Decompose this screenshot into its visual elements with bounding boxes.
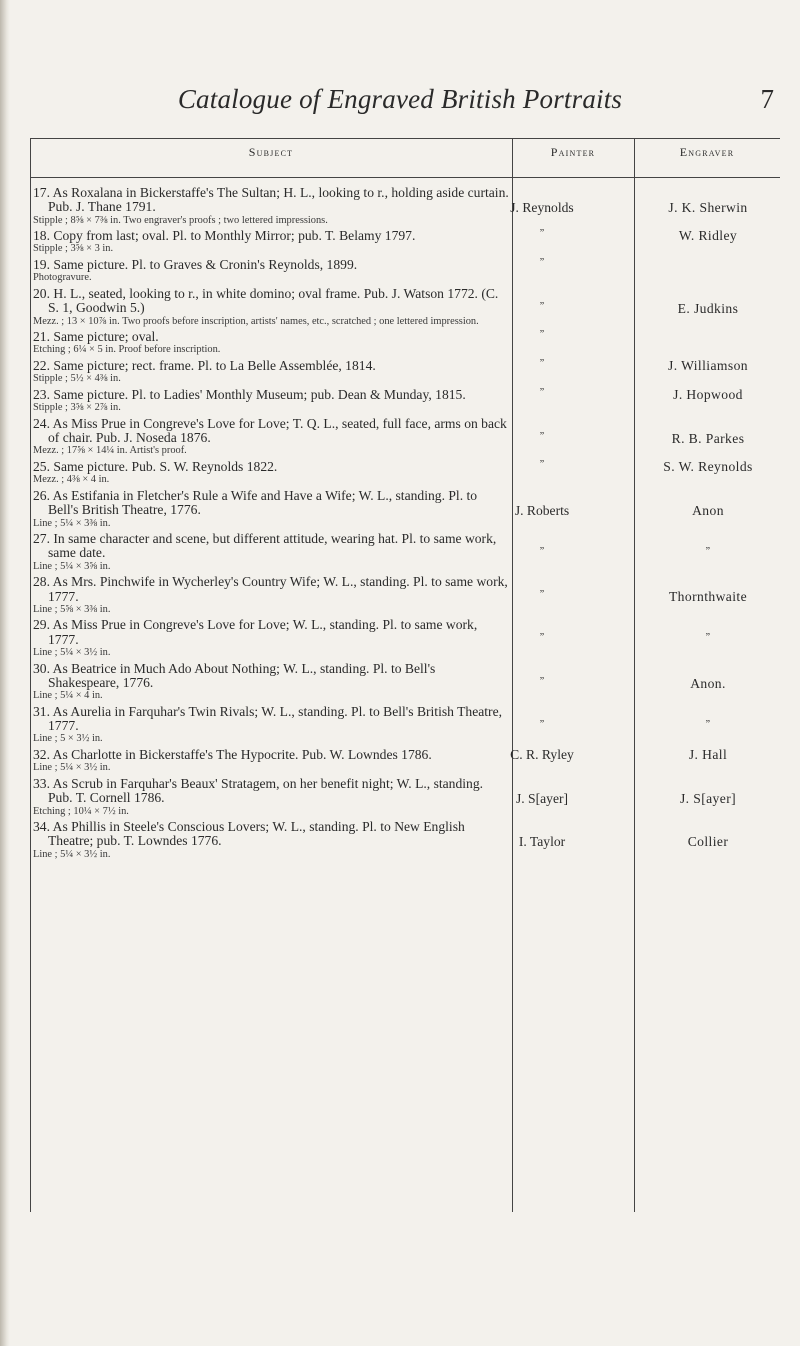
catalogue-entry: [33, 287, 510, 327]
painter-name: ”: [539, 676, 545, 687]
entry-description: 25. Same picture. Pub. S. W. Reynolds 1822.: [33, 459, 278, 475]
painter-name: ”: [539, 459, 545, 470]
catalogue-entry: [33, 229, 510, 255]
painter-name: ”: [539, 589, 545, 600]
catalogue-entry: [33, 532, 510, 572]
entry-medium-note: Stipple ; 5½ × 4⅜ in.: [33, 373, 121, 385]
engraver-name: ”: [705, 719, 711, 730]
catalogue-entry: [33, 388, 510, 414]
column-header-subject: Subject: [248, 145, 294, 159]
engraver-name: Anon: [692, 503, 724, 518]
entry-description: 19. Same picture. Pl. to Graves & Cronin's Reynolds, 1899.: [33, 257, 358, 273]
entry-description: 23. Same picture. Pl. to Ladies' Monthly Museum; pub. Dean & Munday, 1815.: [33, 386, 466, 402]
engraver-name: ”: [705, 632, 711, 643]
painter-name: ”: [539, 228, 545, 239]
subject-column: [33, 186, 510, 863]
catalogue-entry: [33, 359, 510, 385]
painter-name: ”: [539, 301, 545, 312]
engraver-name: ”: [705, 546, 711, 557]
catalogue-entry: [33, 258, 510, 284]
column-rule-painter-engraver: [634, 138, 635, 1212]
entry-medium-note: Stipple ; 3⅝ × 3 in.: [33, 243, 114, 255]
engraver-name: Anon.: [690, 676, 726, 691]
painter-name: ”: [539, 719, 545, 730]
column-header-engraver: Engraver: [679, 145, 735, 159]
entry-description: 22. Same picture; rect. frame. Pl. to La Belle Assemblée, 1814.: [33, 358, 376, 374]
entry-description: 17. As Roxalana in Bickerstaffe's The Sultan; H. L., looking to r., holding aside curtain. Pub. J. Thane 1791.: [33, 185, 509, 215]
engraver-name: W. Ridley: [678, 228, 738, 243]
entry-medium-note: Etching ; 6¼ × 5 in. Proof before inscription.: [33, 344, 221, 356]
column-rule-left: [30, 138, 31, 1212]
painter-name: J. Roberts: [514, 503, 570, 518]
entry-medium-note: Stipple ; 3⅝ × 2⅞ in.: [33, 402, 121, 414]
page-title: Catalogue of Engraved British Portraits: [177, 84, 623, 114]
entry-medium-note: Line ; 5¼ × 3½ in.: [33, 647, 111, 659]
entry-description: 34. As Phillis in Steele's Conscious Lovers; W. L., standing. Pl. to New English Theatre; pub. T. Lowndes 1776.: [33, 819, 465, 849]
entry-description: 18. Copy from last; oval. Pl. to Monthly Mirror; pub. T. Belamy 1797.: [33, 228, 416, 244]
painter-name: J. Reynolds: [510, 200, 574, 215]
engraver-name: J. Hopwood: [673, 387, 743, 402]
engraver-name: J. Williamson: [668, 358, 748, 373]
painter-name: C. R. Ryley: [510, 747, 574, 762]
entry-description: 30. As Beatrice in Much Ado About Nothing; W. L., standing. Pl. to Bell's Shakespeare, 1776.: [33, 660, 436, 690]
engraver-name: Thornthwaite: [668, 589, 748, 604]
engraver-name: Collier: [687, 834, 729, 849]
entry-description: 32. As Charlotte in Bickerstaffe's The Hypocrite. Pub. W. Lowndes 1786.: [33, 747, 432, 763]
entry-medium-note: Mezz. ; 17⅝ × 14¼ in. Artist's proof.: [33, 445, 187, 457]
entry-medium-note: Line ; 5¼ × 3½ in.: [33, 848, 111, 860]
painter-name: ”: [539, 431, 545, 442]
entry-medium-note: Photogravure.: [33, 272, 92, 284]
entry-medium-note: Line ; 5¼ × 3½ in.: [33, 762, 111, 774]
catalogue-entry: [33, 330, 510, 356]
engraver-name: J. Hall: [688, 747, 728, 762]
engraver-name: J. S[ayer]: [679, 791, 737, 806]
painter-name: ”: [539, 546, 545, 557]
column-header-painter: Painter: [550, 145, 596, 159]
catalogue-entry: [33, 618, 510, 658]
binding-shadow: [0, 0, 10, 1346]
painter-name: ”: [539, 387, 545, 398]
running-head: [0, 84, 800, 124]
entry-medium-note: Line ; 5⅝ × 3⅜ in.: [33, 603, 111, 615]
entry-description: 28. As Mrs. Pinchwife in Wycherley's Country Wife; W. L., standing. Pl. to same work, 1777.: [33, 574, 508, 604]
engraver-name: R. B. Parkes: [671, 431, 745, 446]
catalogue-entry: [33, 417, 510, 457]
engraver-name: S. W. Reynolds: [663, 459, 753, 474]
entry-description: 33. As Scrub in Farquhar's Beaux' Stratagem, on her benefit night; W. L., standing. Pub. T. Cornell 1786.: [33, 775, 484, 806]
catalogue-entry: [33, 662, 510, 702]
painter-name: ”: [539, 257, 545, 268]
entry-medium-note: Mezz. ; 13 × 10⅞ in. Two proofs before inscription, artists' names, etc., scratched ; one lettered impression.: [33, 315, 479, 327]
entry-description: 24. As Miss Prue in Congreve's Love for Love; T. Q. L., seated, full face, arms on back of chair. Pub. J. Noseda 1876.: [33, 415, 507, 446]
column-rule-subject-painter: [512, 138, 513, 1212]
catalogue-entry: [33, 748, 510, 774]
entry-medium-note: Etching ; 10¼ × 7½ in.: [33, 805, 129, 817]
catalogue-entry: [33, 820, 510, 860]
entry-medium-note: Line ; 5 × 3½ in.: [33, 733, 103, 745]
engraver-name: E. Judkins: [677, 301, 739, 316]
entry-medium-note: Line ; 5¼ × 4 in.: [33, 690, 103, 702]
column-headers: [0, 138, 800, 178]
entry-medium-note: Line ; 5¼ × 3⅝ in.: [33, 560, 111, 572]
catalogue-entry: [33, 186, 510, 226]
painter-name: ”: [539, 632, 545, 643]
catalogue-entry: [33, 460, 510, 486]
entry-description: 29. As Miss Prue in Congreve's Love for Love; W. L., standing. Pl. to same work, 1777.: [33, 617, 478, 647]
catalogue-entry: [33, 705, 510, 745]
painter-name: ”: [539, 329, 545, 340]
painter-name: I. Taylor: [518, 834, 566, 849]
entry-description: 27. In same character and scene, but different attitude, wearing hat. Pl. to same work, same date.: [33, 531, 497, 561]
painter-name: J. S[ayer]: [515, 791, 569, 806]
engraver-name: J. K. Sherwin: [668, 200, 748, 215]
entry-description: 21. Same picture; oval.: [33, 329, 159, 345]
entry-medium-note: Mezz. ; 4⅜ × 4 in.: [33, 474, 110, 486]
entry-medium-note: Stipple ; 8⅝ × 7⅜ in. Two engraver's proofs ; two lettered impressions.: [33, 214, 328, 226]
entry-description: 20. H. L., seated, looking to r., in white domino; oval frame. Pub. J. Watson 1772. (C. S. 1, Goodwin 5.): [33, 285, 499, 316]
entry-description: 26. As Estifania in Fletcher's Rule a Wife and Have a Wife; W. L., standing. Pl. to Bell's British Theatre, 1776.: [33, 487, 478, 518]
catalogue-entry: [33, 575, 510, 615]
entry-description: 31. As Aurelia in Farquhar's Twin Rivals; W. L., standing. Pl. to Bell's British Theatre, 1777.: [33, 703, 503, 734]
page-number: 7: [760, 84, 774, 114]
painter-name: ”: [539, 358, 545, 369]
catalogue-entry: [33, 777, 510, 817]
catalogue-entry: [33, 489, 510, 529]
entry-medium-note: Line ; 5¼ × 3⅜ in.: [33, 517, 111, 529]
